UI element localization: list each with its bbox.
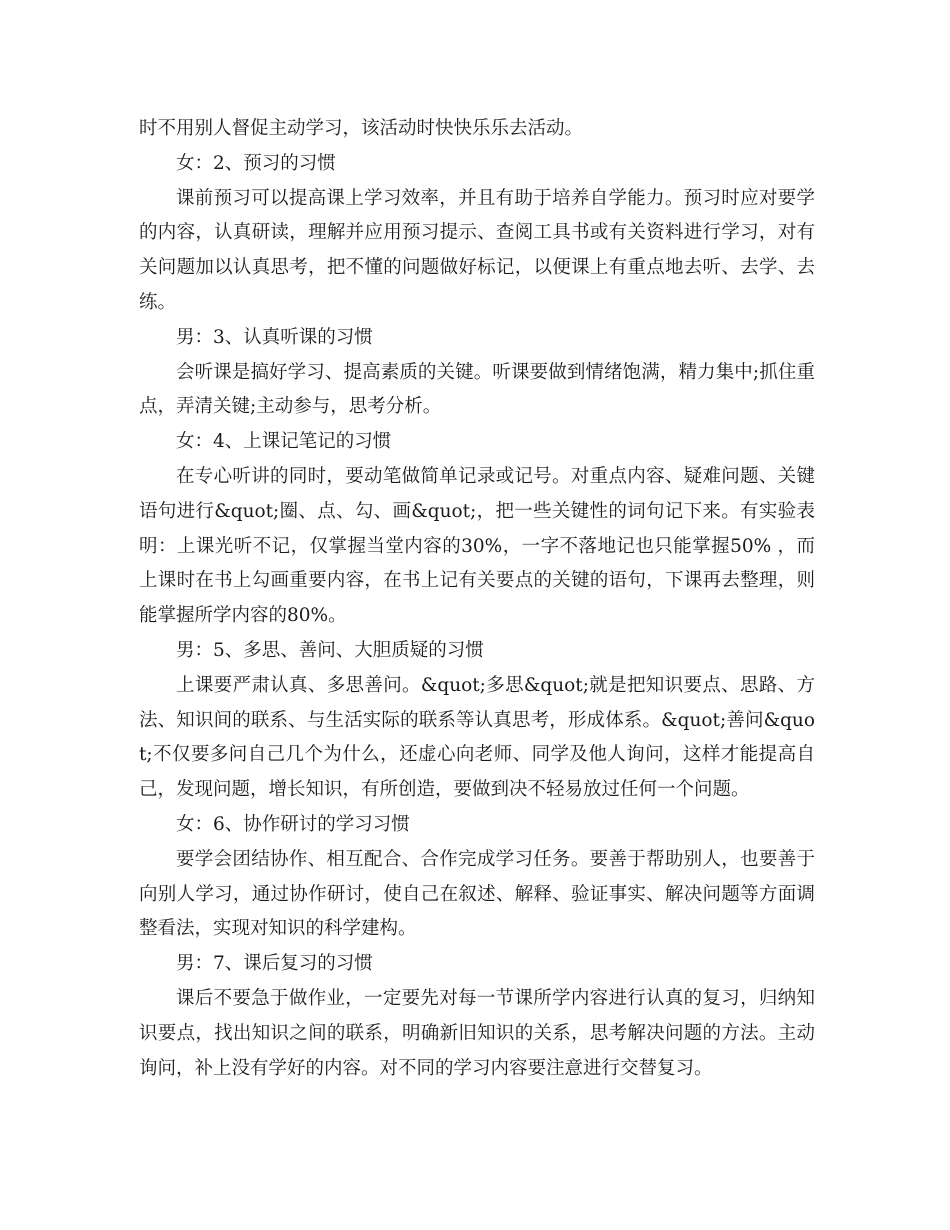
paragraph-preview: 课前预习可以提高课上学习效率，并且有助于培养自学能力。预习时应对要学的内容，认真研读，理解并应用预习提示、查阅工具书或有关资料进行学习，对有关问题加以认真思考，把不懂的问题做好标记，以便课上有重点地去听、去学、去练。 xyxy=(139,187,815,313)
heading-habit-6-collaboration: 女：6、协作研讨的学习习惯 xyxy=(176,813,410,835)
heading-habit-3-listening: 男：3、认真听课的习惯 xyxy=(176,326,373,348)
paragraph-questioning: 上课要严肃认真、多思善问。&quot;多思&quot;就是把知识要点、思路、方法、知识间的联系、与生活实际的联系等认真思考，形成体系。&quot;善问&quot;不仅要多问自己几个为什么，还虚心向老师、同学及他人询问，这样才能提高自己，发现问题，增长知识，有所创造，要做到决不轻易放过任何一个问题。 xyxy=(139,674,816,801)
heading-habit-5-questioning: 男：5、多思、善问、大胆质疑的习惯 xyxy=(176,639,484,661)
paragraph-review: 课后不要急于做作业，一定要先对每一节课所学内容进行认真的复习，归纳知识要点，找出知识之间的联系，明确新旧知识的关系，思考解决问题的方法。主动询问，补上没有学好的内容。对不同的学习内容要注意进行交替复习。 xyxy=(139,987,815,1079)
paragraph-listening: 会听课是搞好学习、提高素质的关键。听课要做到情绪饱满，精力集中;抓住重点，弄清关键;主动参与，思考分析。 xyxy=(139,361,815,418)
heading-habit-7-review: 男：7、课后复习的习惯 xyxy=(176,953,373,975)
document-body xyxy=(139,112,815,1086)
heading-habit-4-notes: 女：4、上课记笔记的习惯 xyxy=(176,431,392,453)
paragraph-collaboration: 要学会团结协作、相互配合、合作完成学习任务。要善于帮助别人，也要善于向别人学习，通过协作研讨，使自己在叙述、解释、验证事实、解决问题等方面调整看法，实现对知识的科学建构。 xyxy=(139,848,815,940)
paragraph-notes: 在专心听讲的同时，要动笔做简单记录或记号。对重点内容、疑难问题、关键语句进行&quot;圈、点、勾、画&quot;，把一些关键性的词句记下来。有实验表明：上课光听不记，仅掌握当堂内容的30%，一字不落地记也只能掌握50% ，而上课时在书上勾画重要内容，在书上记有关要点的关键的语句，下课再去整理，则能掌握所学内容的80%。 xyxy=(139,465,815,627)
paragraph-continuation: 时不用别人督促主动学习，该活动时快快乐乐去活动。 xyxy=(139,118,584,139)
heading-habit-2-preview: 女：2、预习的习惯 xyxy=(176,152,336,174)
